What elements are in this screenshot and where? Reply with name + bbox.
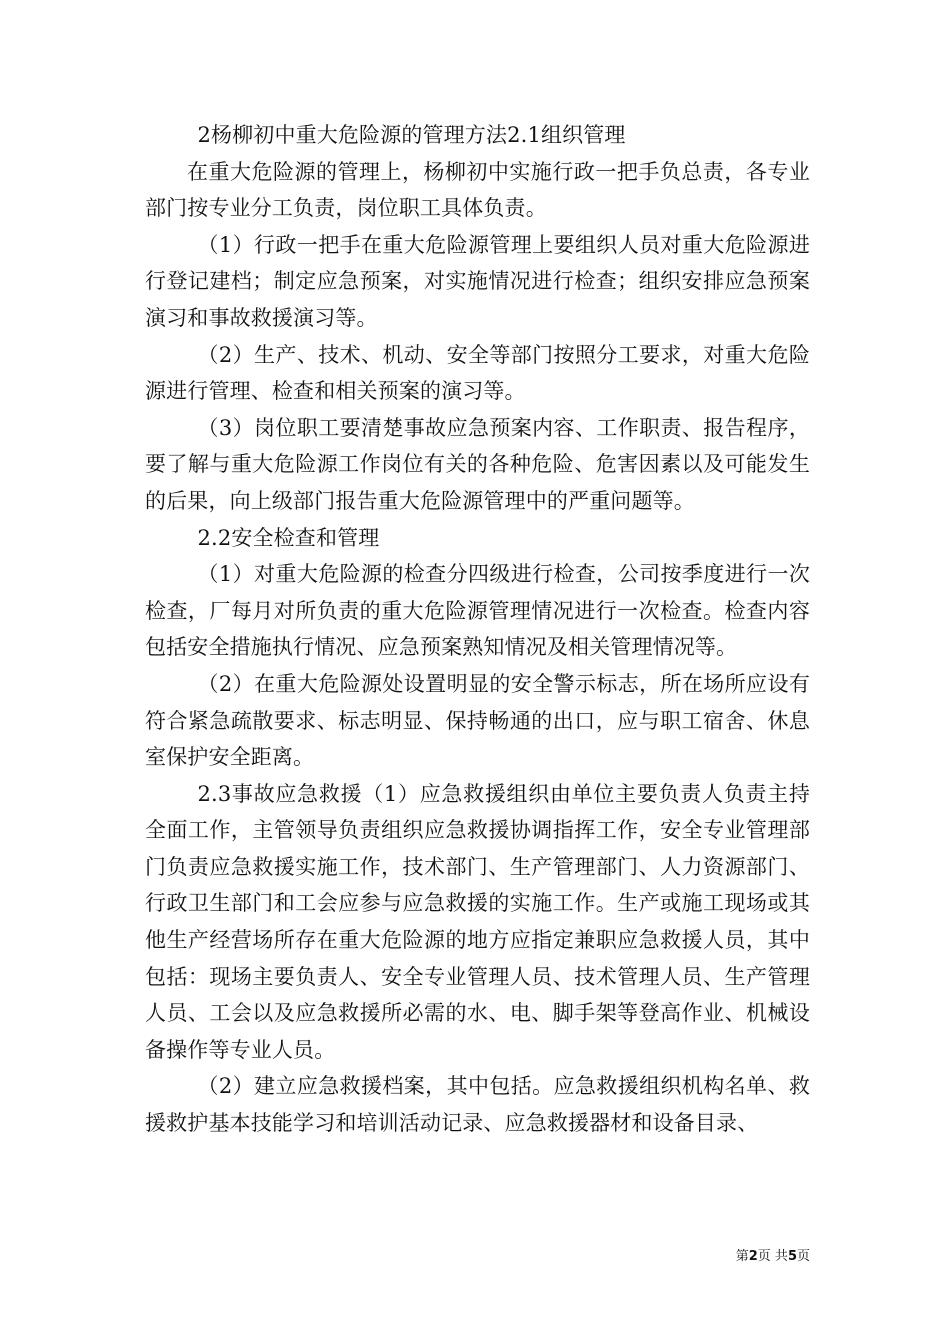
paragraph-inspection-1: （1）对重大危险源的检查分四级进行检查，公司按季度进行一次检查，厂每月对所负责的重大危险源管理情况进行一次检查。检查内容包括安全措施执行情况、应急预案熟知情况及相关管理情况等。 <box>145 562 810 660</box>
footer-prefix: 第 <box>735 1249 749 1264</box>
paragraph-item-2: （2）生产、技术、机动、安全等部门按照分工要求，对重大危险源进行管理、检查和相关预案的演习等。 <box>145 342 810 404</box>
page-number-footer <box>700 1245 810 1264</box>
paragraph-item-1: （1）行政一把手在重大危险源管理上要组织人员对重大危险源进行登记建档；制定应急预案，对实施情况进行检查；组织安排应急预案演习和事故救援演习等。 <box>145 232 810 330</box>
paragraph-emergency-rescue-1: 2.3事故应急救援（1）应急救援组织由单位主要负责人负责主持全面工作，主管领导负责组织应急救援协调指挥工作，安全专业管理部门负责应急救援实施工作，技术部门、生产管理部门、人力资源部门、行政卫生部门和工会应参与应急救援的实施工作。生产或施工现场或其他生产经营场所存在重大危险源的地方应指定兼职应急救援人员，其中包括：现场主要负责人、安全专业管理人员、技术管理人员、生产管理人员、工会以及应急救援所必需的水、电、脚手架等登高作业、机械设备操作等专业人员。 <box>145 781 810 1062</box>
section-heading-2-2: 2.2安全检查和管理 <box>197 525 380 550</box>
paragraph-item-3: （3）岗位职工要清楚事故应急预案内容、工作职责、报告程序，要了解与重大危险源工作岗位有关的各种危险、危害因素以及可能发生的后果，向上级部门报告重大危险源管理中的严重问题等。 <box>145 415 810 513</box>
footer-suffix: 页 <box>796 1249 810 1264</box>
footer-middle: 页 共 <box>757 1249 788 1264</box>
footer-current-page: 2 <box>748 1249 758 1264</box>
footer-total-pages: 5 <box>787 1249 797 1264</box>
document-body <box>145 117 810 1142</box>
paragraph-management-overview: 在重大危险源的管理上，杨柳初中实施行政一把手负总责，各专业部门按专业分工负责，岗位职工具体负责。 <box>145 159 810 221</box>
section-heading-2: 2杨柳初中重大危险源的管理方法2.1组织管理 <box>197 123 626 147</box>
paragraph-emergency-rescue-2: （2）建立应急救援档案，其中包括。应急救援组织机构名单、救援救护基本技能学习和培训活动记录、应急救援器材和设备目录、 <box>145 1074 810 1136</box>
paragraph-inspection-2: （2）在重大危险源处设置明显的安全警示标志，所在场所应设有符合紧急疏散要求、标志明显、保持畅通的出口，应与职工宿舍、休息室保护安全距离。 <box>145 671 810 770</box>
